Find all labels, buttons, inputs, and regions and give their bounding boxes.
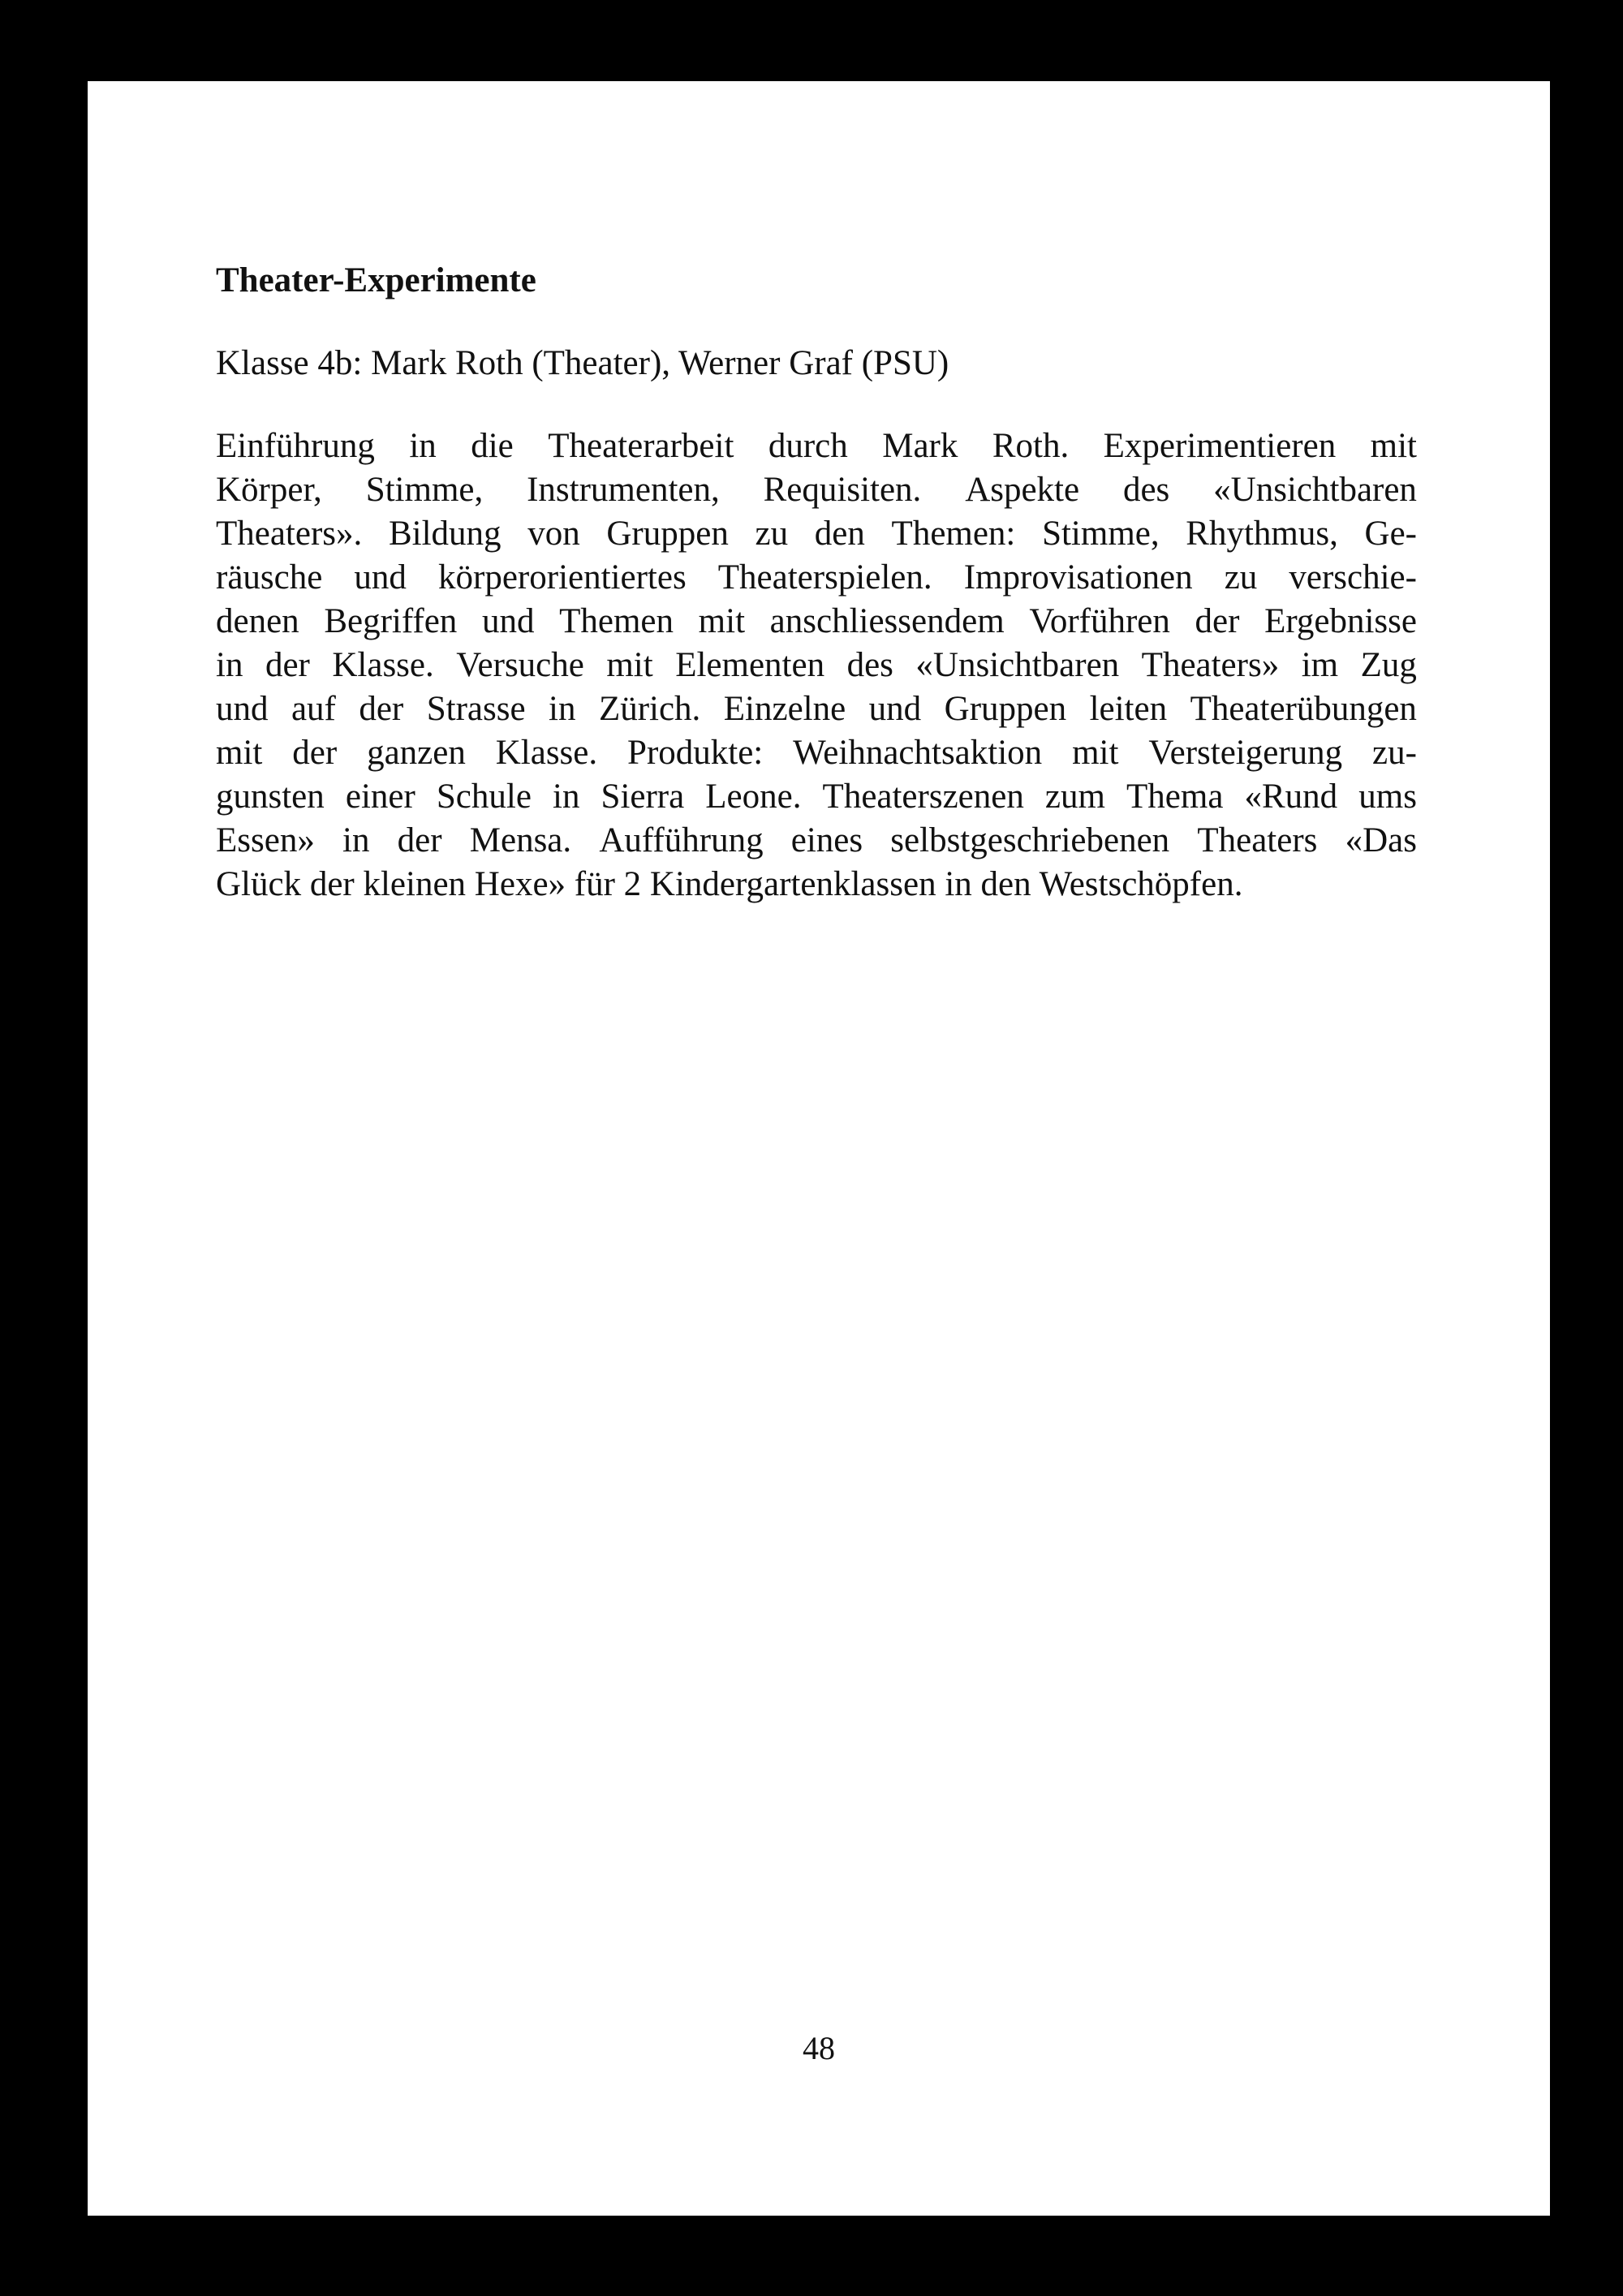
word: «Das xyxy=(1345,821,1417,860)
word: der xyxy=(359,690,404,729)
body-line xyxy=(216,512,1417,556)
word: körperorientiertes xyxy=(438,558,687,597)
document-page xyxy=(88,81,1550,2216)
word: Requisiten. xyxy=(763,471,922,510)
word: Bildung xyxy=(388,515,502,554)
word: eines xyxy=(790,821,863,860)
word: Mark xyxy=(882,427,958,466)
word: «Rund xyxy=(1244,778,1338,816)
word: Sierra xyxy=(601,778,685,816)
word: der xyxy=(1195,602,1240,641)
word: Begriffen xyxy=(324,602,458,641)
word: durch xyxy=(768,427,848,466)
word: Gruppen xyxy=(606,515,729,554)
word: Themen: xyxy=(891,515,1016,554)
word: «Unsichtbaren xyxy=(915,646,1120,685)
word: Stimme, xyxy=(365,471,484,510)
word: Themen xyxy=(559,602,674,641)
word: Theaters xyxy=(1197,821,1318,860)
word: anschliessendem xyxy=(769,602,1005,641)
word: Produkte: xyxy=(627,734,764,773)
word: Versuche xyxy=(456,646,584,685)
word: mit xyxy=(698,602,746,641)
word: in xyxy=(342,821,370,860)
word: Rhythmus, xyxy=(1186,515,1338,554)
word: und xyxy=(481,602,535,641)
word: im xyxy=(1301,646,1339,685)
word: auf xyxy=(291,690,336,729)
word: ums xyxy=(1358,778,1417,816)
word: zu xyxy=(755,515,789,554)
word: Instrumenten, xyxy=(527,471,720,510)
word: räusche xyxy=(216,558,323,597)
word: Zürich. xyxy=(598,690,701,729)
page-number: 48 xyxy=(803,2030,835,2066)
document-subtitle: Klasse 4b: Mark Roth (Theater), Werner Graf (PSU) xyxy=(216,343,949,382)
word: Experimentieren xyxy=(1103,427,1337,466)
word: mit xyxy=(1072,734,1119,773)
word: mit xyxy=(606,646,653,685)
word: Theaterszenen xyxy=(822,778,1024,816)
word: ganzen xyxy=(367,734,466,773)
word: der xyxy=(265,646,310,685)
word: Gruppen xyxy=(944,690,1067,729)
word: selbstgeschriebenen xyxy=(890,821,1170,860)
word: Klasse. xyxy=(332,646,434,685)
word: Theaters» xyxy=(1141,646,1280,685)
word: Einführung xyxy=(216,427,375,466)
body-line xyxy=(216,687,1417,731)
word: Aspekte xyxy=(965,471,1080,510)
word: Strasse xyxy=(426,690,526,729)
word: Vorführen xyxy=(1029,602,1170,641)
word: zu xyxy=(1224,558,1258,597)
word: zum xyxy=(1044,778,1105,816)
word: in xyxy=(553,778,580,816)
word: «Unsichtbaren xyxy=(1213,471,1417,510)
word: leiten xyxy=(1089,690,1168,729)
body-line xyxy=(216,775,1417,819)
word: Elementen xyxy=(675,646,825,685)
word: Theaterübungen xyxy=(1190,690,1417,729)
word: Ergebnisse xyxy=(1264,602,1417,641)
word: von xyxy=(527,515,580,554)
word: Theaterarbeit xyxy=(548,427,734,466)
word: Thema xyxy=(1126,778,1224,816)
body-line xyxy=(216,468,1417,512)
body-line-last: Glück der kleinen Hexe» für 2 Kindergartenklassen in den Westschöpfen. xyxy=(216,865,1243,904)
word: mit xyxy=(1370,427,1417,466)
body-line xyxy=(216,731,1417,775)
document-title: Theater-Experimente xyxy=(216,261,536,299)
word: Weihnachtsaktion xyxy=(793,734,1043,773)
body-line xyxy=(216,819,1417,863)
word: Essen» xyxy=(216,821,315,860)
body-line xyxy=(216,424,1417,468)
word: der xyxy=(292,734,338,773)
word: in xyxy=(409,427,437,466)
word: den xyxy=(814,515,865,554)
word: Körper, xyxy=(216,471,322,510)
word: denen xyxy=(216,602,299,641)
body-line xyxy=(216,644,1417,687)
word: einer xyxy=(345,778,415,816)
word: Einzelne xyxy=(723,690,846,729)
word: Zug xyxy=(1360,646,1417,685)
word: des xyxy=(1122,471,1170,510)
body-paragraph xyxy=(216,424,1417,907)
word: Theaters». xyxy=(216,515,363,554)
word: Improvisationen xyxy=(963,558,1193,597)
word: und xyxy=(216,690,269,729)
body-line xyxy=(216,600,1417,644)
word: Roth. xyxy=(992,427,1070,466)
word: mit xyxy=(216,734,263,773)
document-content xyxy=(216,260,1417,907)
word: gunsten xyxy=(216,778,325,816)
word: in xyxy=(216,646,243,685)
word: der xyxy=(397,821,442,860)
word: Leone. xyxy=(705,778,802,816)
word: Klasse. xyxy=(495,734,598,773)
word: und xyxy=(354,558,407,597)
word: zu- xyxy=(1372,734,1417,773)
body-line xyxy=(216,556,1417,600)
word: Stimme, xyxy=(1042,515,1160,554)
word: Theaterspielen. xyxy=(717,558,932,597)
word: Ge- xyxy=(1364,515,1417,554)
word: Schule xyxy=(436,778,532,816)
word: Mensa. xyxy=(469,821,572,860)
word: Aufführung xyxy=(599,821,764,860)
word: Versteigerung xyxy=(1148,734,1343,773)
word: die xyxy=(471,427,514,466)
word: und xyxy=(868,690,922,729)
word: in xyxy=(549,690,576,729)
word: verschie- xyxy=(1289,558,1417,597)
word: des xyxy=(846,646,893,685)
